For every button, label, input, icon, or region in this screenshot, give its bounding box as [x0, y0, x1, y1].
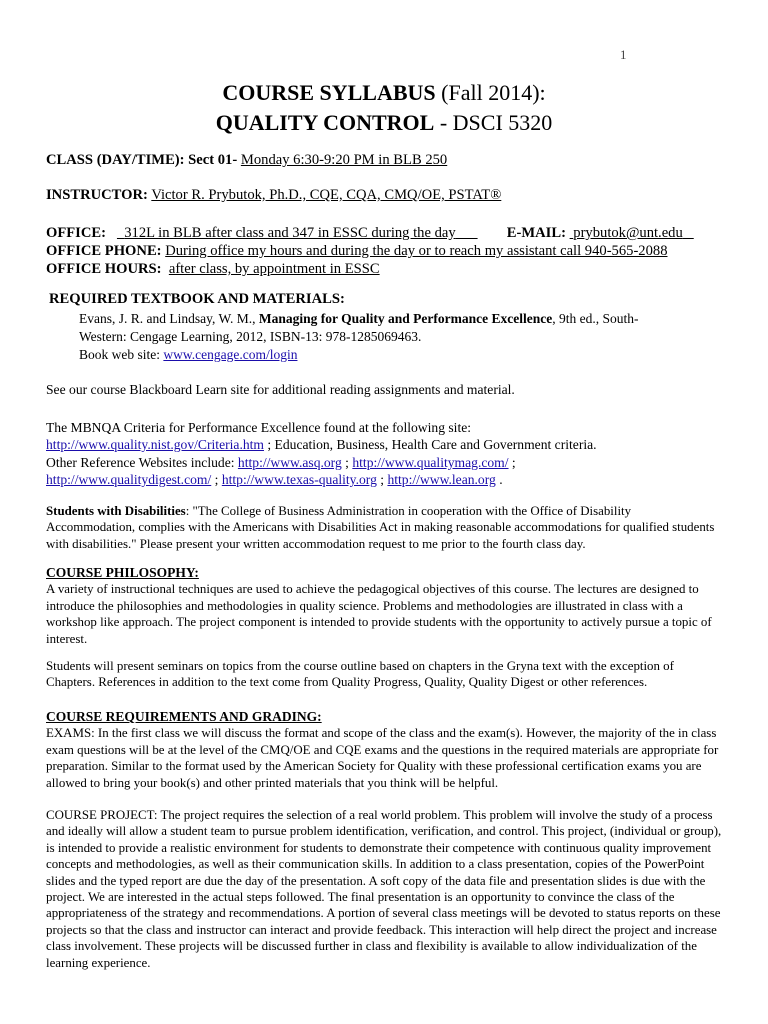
textbook-title: Managing for Quality and Performance Excellence [258, 311, 553, 326]
exams-paragraph: EXAMS: In the first class we will discuss the format and scope of the class and the exam(s). However, the majority of the in class exam questions will be at the level of the CMQ/OE and CQE exams and the questions in the required materials are appropriate for preparation. Similar to the format used by the American Society for Quality with these professional certification exams you are allowed to bring your book(s) and other printed materials that you think will be helpful. [46, 726, 719, 790]
disabilities-paragraph: Students with Disabilities: "The College of Business Administration in cooperation with the Office of Disability Accommodation, complies with the Americans with Disabilities Act in making reasonable accommodations for qualified students with disabilities." Please present your written accommodation request to me prior to the fourth class day. [46, 504, 715, 551]
title-term: (Fall 2014): [435, 80, 546, 105]
mbnqa-line1: The MBNQA Criteria for Performance Excellence found at the following site: [46, 420, 472, 435]
course-name: QUALITY CONTROL [215, 110, 435, 135]
course-title [0, 110, 768, 136]
asq-link[interactable]: http://www.asq.org [237, 455, 342, 470]
reference-sites-line1: Other Reference Websites include: http://www.asq.org ; http://www.qualitymag.com/ ; [46, 455, 516, 470]
class-value: Monday 6:30-9:20 PM in BLB 250 [240, 152, 448, 168]
requirements-heading: COURSE REQUIREMENTS AND GRADING: [46, 709, 322, 724]
textbook-citation-line2: Western: Cengage Learning, 2012, ISBN-13: 978-1285069463. [79, 329, 422, 344]
instructor-value: Victor R. Prybutok, Ph.D., CQE, CQA, CMQ/OE, PSTAT® [151, 187, 502, 203]
philosophy-heading: COURSE PHILOSOPHY: [46, 565, 199, 580]
book-website-link[interactable]: www.cengage.com/login [163, 347, 298, 362]
office-hours-label: OFFICE HOURS: [46, 261, 162, 277]
email-label: E-MAIL: [506, 225, 566, 241]
course-code: - DSCI 5320 [434, 110, 553, 135]
office-value: 312L in BLB after class and 347 in ESSC during the day [124, 225, 456, 241]
textbook-heading: REQUIRED TEXTBOOK AND MATERIALS: [49, 291, 345, 307]
blackboard-note: See our course Blackboard Learn site for additional reading assignments and material. [46, 382, 515, 397]
mbnqa-line2: http://www.quality.nist.gov/Criteria.htm ; Education, Business, Health Care and Government criteria. [46, 437, 597, 452]
texas-quality-link[interactable]: http://www.texas-quality.org [221, 472, 377, 487]
textbook-citation-line1: Evans, J. R. and Lindsay, W. M., Managing for Quality and Performance Excellence, 9th ed., South- [79, 311, 639, 326]
book-website-line: Book web site: www.cengage.com/login [79, 347, 298, 362]
office-line [46, 225, 694, 242]
office-phone-label: OFFICE PHONE: [46, 243, 162, 259]
philosophy-paragraph-1: A variety of instructional techniques are used to achieve the pedagogical objectives of this course. The lectures are designed to introduce the philosophies and methodologies in quality science. Problems and methodologies are illustrated in class with a workshop like approach. The project component is intended to provide students with the opportunity to actively pursue a topic of interest. [46, 582, 712, 646]
syllabus-title [0, 80, 768, 106]
office-phone-line [46, 243, 668, 260]
instructor-label: INSTRUCTOR: [46, 187, 148, 203]
philosophy-section [46, 565, 722, 647]
office-hours-value: after class, by appointment in ESSC [168, 261, 380, 277]
requirements-section [46, 709, 722, 791]
nist-criteria-link[interactable]: http://www.quality.nist.gov/Criteria.htm [46, 437, 264, 452]
lean-link[interactable]: http://www.lean.org [387, 472, 496, 487]
email-value[interactable]: prybutok@unt.edu [573, 225, 683, 241]
office-phone-value: During office my hours and during the day or to reach my assistant call 940-565-2088 [165, 243, 668, 259]
instructor-line [46, 187, 501, 204]
philosophy-paragraph-2: Students will present seminars on topics from the course outline based on chapters in the Gryna text with the exception of Chapters. References in addition to the text come from Quality Progress, Quality, Quality Digest or other references. [46, 659, 674, 690]
title-bold: COURSE SYLLABUS [222, 80, 436, 105]
class-label: CLASS (DAY/TIME): Sect 01- [46, 152, 238, 168]
class-time-line [46, 152, 447, 169]
disabilities-label: Students with Disabilities [46, 504, 186, 518]
page-number: 1 [620, 47, 627, 62]
qualitymag-link[interactable]: http://www.qualitymag.com/ [352, 455, 509, 470]
reference-sites-line2: http://www.qualitydigest.com/ ; http://www.texas-quality.org ; http://www.lean.org . [46, 472, 503, 487]
course-project-paragraph: COURSE PROJECT: The project requires the selection of a real world problem. This problem will involve the study of a process and ideally will allow a student team to pursue problem identification, verification, and control. This project, (individual or group), is intended to provide a realistic environment for students to demonstrate their competence with continuous quality improvement concepts and methodologies, as well as their communication skills. In addition to a class presentation, copies of the PowerPoint slides and the typed report are due the day of the presentation. A soft copy of the data file and presentation slides is due with the project. We are interested in the actual steps followed. The final presentation is an opportunity to convince the class of the appropriateness of the strategy and recommendations. A portion of several class meetings will be devoted to status reports on these projects so that the class and instructor can interact and provide feedback. This interaction will help direct the project and increase class involvement. These projects will be discussed further in class and flexibility is available to allow individualization of the learning experience. [46, 808, 722, 970]
qualitydigest-link[interactable]: http://www.qualitydigest.com/ [46, 472, 212, 487]
office-hours-line [46, 261, 380, 278]
office-label: OFFICE: [46, 225, 106, 241]
